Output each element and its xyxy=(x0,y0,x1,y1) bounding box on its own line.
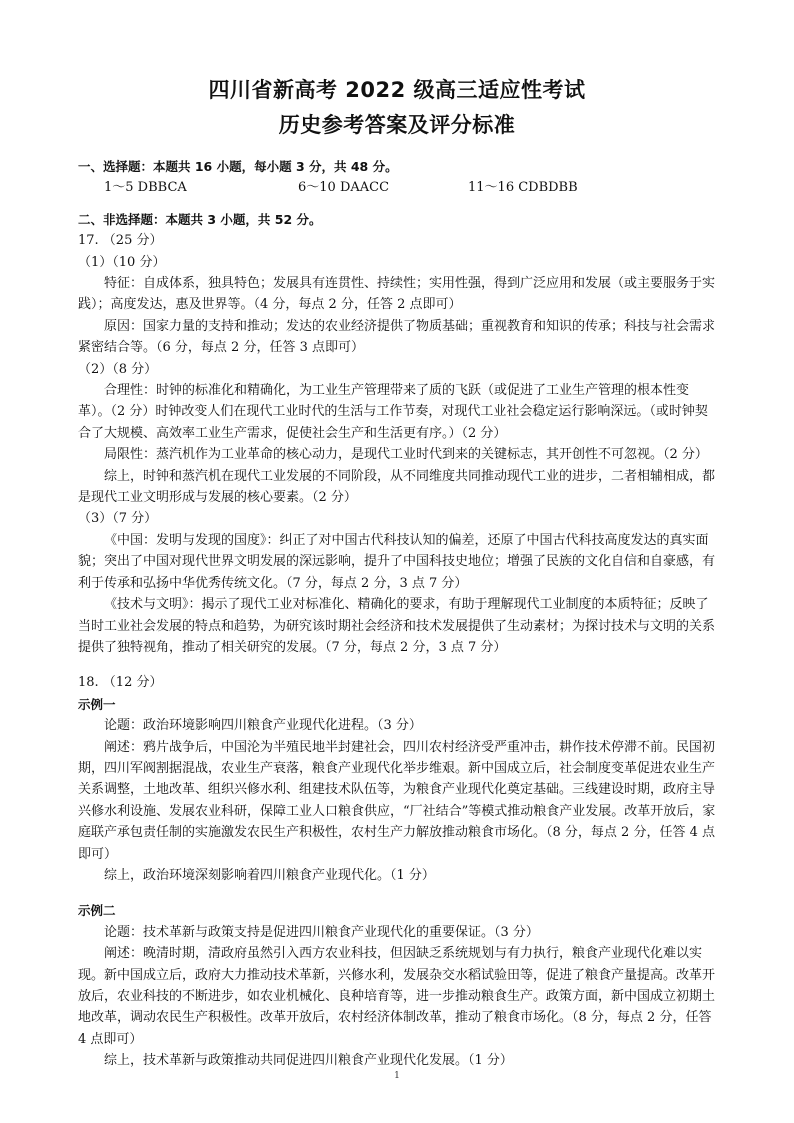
mc-answer-group-3: 11～16 CDBDBB xyxy=(468,180,578,196)
q17-part1-reasons: 原因：国家力量的支持和推动；发达的农业经济提供了物质基础；重视教育和知识的传承；科技与社会需求紧密结合等。（6 分，每点 2 分，任答 3 点即可） xyxy=(78,318,716,356)
q18-example2-thesis: 论题：技术革新与政策支持是促进四川粮食产业现代化的重要保证。（3 分） xyxy=(104,924,539,940)
q18-example2-argument: 阐述：晚清时期，清政府虽然引入西方农业科技，但因缺乏系统规划与有力执行，粮食产业现代化难以实现。新中国成立后，政府大力推动技术革新，兴修水利，发展杂交水稻试验田等，促进了粮食产量提高。改革开放后，农业科技的不断进步，如农业机械化、良种培育等，进一步推动粮食生产。政策方面，新中国成立初期土地改革，调动农民生产积极性。改革开放后，农村经济体制改革，推动了粮食市场化。（8 分，每点 2 分，任答 4 点即可） xyxy=(78,946,716,1047)
document-subtitle: 历史参考答案及评分标准 xyxy=(278,113,516,137)
q18-example1-thesis: 论题：政治环境影响四川粮食产业现代化进程。（3 分） xyxy=(104,718,422,734)
q17-part2-rationality: 合理性：时钟的标准化和精确化，为工业生产管理带来了质的飞跃（或促进了工业生产管理的根本性变革）。（2 分）时钟改变人们在现代工业时代的生活与工作节奏，对现代工业社会稳定运行影响深远。（或时钟契合了大规模、高效率工业生产需求，促使社会生产和生活更有序。）（2 分） xyxy=(78,383,708,441)
q18-example2-title: 示例二 xyxy=(78,903,116,919)
mc-answers-row xyxy=(78,177,719,198)
q17-part2-limitation: 局限性：蒸汽机作为工业革命的核心动力，是现代工业时代到来的关键标志，其开创性不可忽视。（2 分） xyxy=(104,447,708,463)
q17-label: 17. （25 分） xyxy=(78,233,163,249)
section1-heading: 一、选择题：本题共 16 小题，每小题 3 分，共 48 分。 xyxy=(78,159,398,174)
q17-part1-features: 特征：自成体系，独具特色；发展具有连贯性、持续性；实用性强，得到广泛应用和发展（或主要服务于实践）；高度发达，惠及世界等。（4 分，每点 2 分，任答 2 点即可） xyxy=(78,276,716,313)
document-title: 四川省新高考 2022 级高三适应性考试 xyxy=(208,78,586,102)
mc-answer-group-1: 1～5 DBBCA xyxy=(104,180,187,196)
q18-example1-argument: 阐述：鸦片战争后，中国沦为半殖民地半封建社会，四川农村经济受严重冲击，耕作技术停滞不前。民国初期，四川军阀割据混战，农业生产衰落，粮食产业现代化举步维艰。新中国成立后，社会制度变革促进农业生产关系调整，土地改革、组织兴修水利、组建技术队伍等，为粮食产业现代化奠定基础。三线建设时期，政府主导兴修水利设施、发展农业科研，保障工业人口粮食供应，“厂社结合”等模式推动粮食产业发展。改革开放后，家庭联产承包责任制的实施激发农民生产积极性，农村生产力解放推动粮食市场化。（8 分，每点 2 分，任答 4 点即可） xyxy=(78,739,716,862)
document-body xyxy=(78,156,719,1072)
q18-example2-conclusion: 综上，技术革新与政策推动共同促进四川粮食产业现代化发展。（1 分） xyxy=(104,1053,513,1069)
section2-heading: 二、非选择题：本题共 3 小题，共 52 分。 xyxy=(78,211,322,227)
q17-part3-book2: 《技术与文明》：揭示了现代工业对标准化、精确化的要求，有助于理解现代工业制度的本质特征；反映了当时工业社会发展的特点和趋势，为研究该时期社会经济和技术发展提供了生动素材；为探讨技术与文明的关系提供了独特视角，推动了相关研究的发展。（7 分，每点 2 分，3 点 7 分） xyxy=(78,597,716,655)
q18-example1-conclusion: 综上，政治环境深刻影响着四川粮食产业现代化。（1 分） xyxy=(104,867,435,883)
q17-part2-label: （2）（8 分） xyxy=(78,361,158,377)
mc-answer-group-2: 6～10 DAACC xyxy=(298,180,390,196)
q18-label: 18. （12 分） xyxy=(78,675,163,691)
q17-part1-label: （1）（10 分） xyxy=(78,254,166,270)
page-number: 1 xyxy=(394,1071,400,1081)
q17-part2-summary: 综上，时钟和蒸汽机在现代工业发展的不同阶段，从不同维度共同推动现代工业的进步，二者相辅相成，都是现代工业文明形成与发展的核心要素。（2 分） xyxy=(78,468,716,506)
q17-part3-book1: 《中国：发明与发现的国度》：纠正了对中国古代科技认知的偏差，还原了中国古代科技高度发达的真实面貌；突出了中国对现代世界文明发展的深远影响，提升了中国科技史地位；增强了民族的文化自信和自豪感，有利于传承和弘扬中华优秀传统文化。（7 分，每点 2 分，3 点 7 分） xyxy=(78,532,716,591)
q18-example1-title: 示例一 xyxy=(78,696,116,712)
q17-part3-label: （3）（7 分） xyxy=(78,511,158,527)
